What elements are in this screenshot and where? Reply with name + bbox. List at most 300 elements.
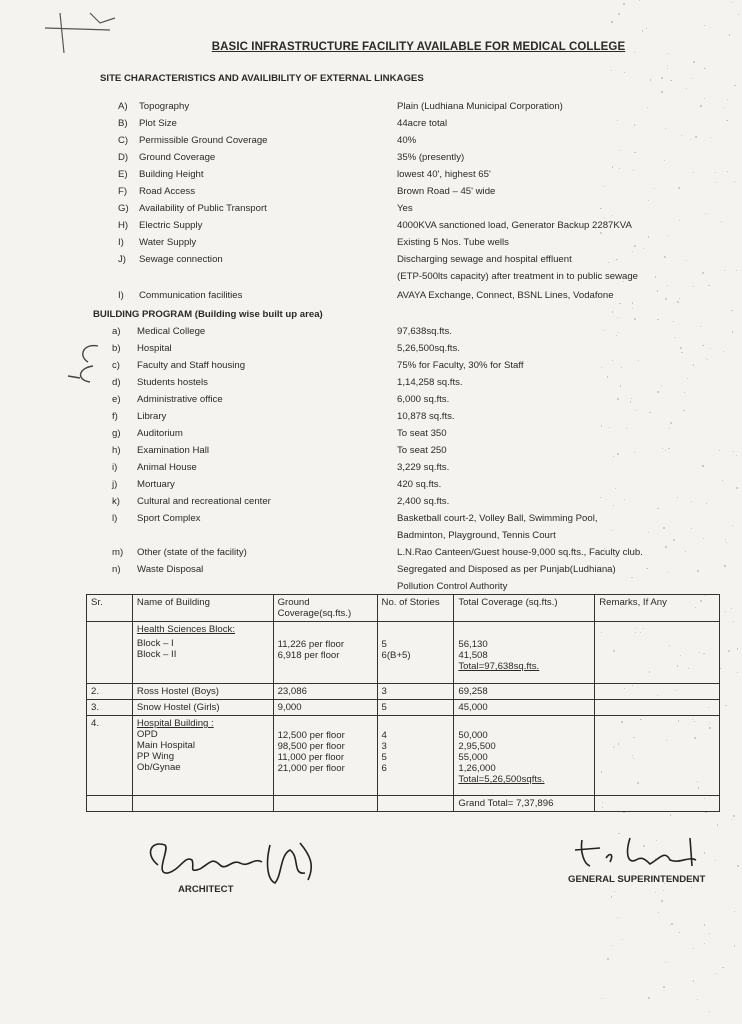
block-title: Hospital Building :	[136, 718, 214, 729]
line-total: 41,508	[458, 650, 488, 661]
item-name: Other (state of the facility)	[137, 547, 247, 558]
scan-speck	[622, 939, 623, 940]
line-name: OPD	[136, 729, 158, 740]
item-value: Yes	[397, 203, 413, 214]
scan-speck	[630, 401, 632, 403]
scan-speck	[704, 98, 705, 99]
scan-speck	[646, 568, 647, 569]
scan-speck	[667, 285, 668, 286]
scan-speck	[691, 501, 692, 502]
scan-speck	[657, 290, 659, 292]
scan-speck	[693, 980, 695, 982]
scan-speck	[691, 78, 692, 79]
line-name: Main Hospital	[136, 740, 196, 751]
item-label: d)	[112, 377, 121, 388]
scan-speck	[655, 892, 657, 894]
item-value: 10,878 sq.fts.	[397, 411, 455, 422]
scan-speck	[662, 448, 663, 449]
scan-speck	[707, 359, 708, 360]
item-value: Discharging sewage and hospital effluent	[397, 254, 572, 265]
scan-speck	[679, 932, 680, 933]
header-name: Name of Building	[132, 595, 273, 622]
scan-speck	[738, 14, 739, 15]
scan-speck	[664, 256, 666, 258]
item-name: Mortuary	[137, 479, 175, 490]
scan-speck	[708, 285, 710, 287]
cell-total	[454, 716, 595, 796]
scan-speck	[731, 2, 732, 3]
scan-speck	[626, 428, 627, 429]
item-value: 40%	[397, 135, 417, 146]
line-ground: 11,000 per floor	[277, 752, 345, 763]
scan-speck	[668, 53, 669, 54]
scan-speck	[635, 410, 636, 411]
cell-stories: 5	[377, 700, 454, 716]
scan-speck	[704, 943, 705, 944]
scan-speck	[695, 136, 697, 138]
scan-speck	[634, 245, 636, 247]
item-name: Plot Size	[139, 118, 177, 129]
scan-speck	[725, 611, 726, 612]
item-label: I)	[118, 237, 124, 248]
cell-remarks	[595, 622, 720, 684]
scan-speck	[603, 330, 604, 331]
scan-speck	[686, 88, 687, 89]
scan-speck	[634, 124, 635, 125]
item-label: c)	[112, 360, 120, 371]
scan-speck	[693, 948, 694, 949]
scan-speck	[609, 427, 610, 428]
superintendent-label: GENERAL SUPERINTENDENT	[568, 874, 706, 885]
item-name: Cultural and recreational center	[137, 496, 271, 507]
scan-speck	[704, 924, 706, 926]
cell-total: 69,258	[454, 684, 595, 700]
scan-speck	[614, 891, 615, 892]
item-name: Electric Supply	[139, 220, 203, 231]
scan-speck	[732, 525, 733, 526]
line-stories: 5	[381, 639, 387, 650]
item-label: B)	[118, 118, 128, 129]
scan-speck	[733, 621, 734, 622]
scan-speck	[658, 912, 659, 913]
scan-speck	[607, 376, 608, 377]
item-label: m)	[112, 547, 124, 558]
site-section-heading: SITE CHARACTERISTICS AND AVAILIBILITY OF EXTERNAL LINKAGES	[100, 73, 424, 84]
scan-speck	[633, 170, 634, 171]
scan-speck	[603, 186, 604, 187]
block-total: Total=5,26,500sqfts.	[458, 774, 545, 785]
block-total: Total=97,638sq.fts.	[458, 661, 540, 672]
scan-speck	[617, 120, 618, 121]
scan-speck	[618, 332, 619, 333]
cell-remarks	[595, 700, 720, 716]
scan-speck	[600, 497, 601, 498]
header-ground: Ground Coverage(sq.fts.)	[273, 595, 377, 622]
scan-speck	[734, 181, 735, 182]
item-value: Plain (Ludhiana Municipal Corporation)	[397, 101, 563, 112]
scan-speck	[612, 311, 613, 312]
scan-speck	[669, 452, 670, 453]
item-value: To seat 350	[397, 428, 447, 439]
scan-speck	[737, 648, 739, 650]
scan-speck	[704, 25, 705, 26]
item-label: g)	[112, 428, 121, 439]
line-total: 2,95,500	[458, 741, 496, 752]
scan-speck	[686, 260, 687, 261]
scan-speck	[611, 945, 612, 946]
item-label: C)	[118, 135, 129, 146]
scan-speck	[638, 360, 639, 361]
scan-speck	[729, 34, 731, 36]
item-name: Road Access	[139, 186, 195, 197]
scan-speck	[677, 497, 678, 498]
scan-speck	[661, 91, 663, 93]
item-value: AVAYA Exchange, Connect, BSNL Lines, Vodafone	[397, 290, 614, 301]
scan-speck	[665, 128, 667, 130]
scan-speck	[624, 499, 625, 500]
line-name: Ob/Gynae	[136, 762, 181, 773]
scan-speck	[722, 480, 723, 481]
header-remarks: Remarks, If Any	[595, 595, 720, 622]
item-value: 5,26,500sq.fts.	[397, 343, 460, 354]
scan-speck	[727, 171, 728, 172]
hand-mark	[58, 338, 128, 388]
grand-total-row	[87, 796, 720, 812]
scan-speck	[611, 896, 612, 897]
table-row	[87, 684, 720, 700]
item-name: Building Height	[139, 169, 204, 180]
item-value: 44acre total	[397, 118, 448, 129]
scan-speck	[697, 570, 699, 572]
scan-speck	[684, 392, 685, 393]
scan-speck	[631, 398, 632, 399]
scan-speck	[649, 412, 651, 414]
scan-speck	[681, 352, 682, 353]
table-row	[87, 700, 720, 716]
item-value: 3,229 sq.fts.	[397, 462, 450, 473]
scan-speck	[702, 345, 704, 347]
scan-speck	[717, 824, 719, 826]
line-total: 55,000	[458, 752, 488, 763]
scan-speck	[632, 251, 633, 252]
line-stories: 3	[381, 741, 387, 752]
scan-speck	[704, 68, 705, 69]
table-header-row	[87, 595, 720, 622]
scan-speck	[612, 166, 613, 167]
cell-sr: 2.	[87, 684, 133, 700]
scan-speck	[700, 105, 701, 106]
cell-total: 45,000	[454, 700, 595, 716]
scan-speck	[693, 364, 695, 366]
scan-speck	[663, 986, 665, 988]
scan-speck	[617, 453, 619, 455]
scan-speck	[613, 456, 614, 457]
item-value: 1,14,258 sq.fts.	[397, 377, 463, 388]
item-label: F)	[118, 186, 128, 197]
item-label: D)	[118, 152, 129, 163]
scan-speck	[670, 422, 672, 424]
item-label: E)	[118, 169, 128, 180]
line-total: 1,26,000	[458, 763, 496, 774]
item-label: I)	[118, 290, 124, 301]
item-name: Faculty and Staff housing	[137, 360, 246, 371]
scan-speck	[724, 270, 725, 271]
building-table	[86, 594, 720, 812]
scan-speck	[697, 999, 698, 1000]
scan-speck	[639, 0, 640, 1]
scan-speck	[726, 120, 728, 122]
scan-speck	[716, 973, 717, 974]
item-label: n)	[112, 564, 121, 575]
scan-speck	[623, 812, 624, 813]
scan-speck	[665, 298, 667, 300]
scan-speck	[726, 542, 727, 543]
line-name: PP Wing	[136, 751, 175, 762]
scan-speck	[724, 107, 725, 108]
scan-speck	[612, 215, 613, 216]
cell-stories	[377, 622, 454, 684]
scan-speck	[664, 160, 665, 161]
cell-ground	[273, 622, 377, 684]
scan-speck	[690, 139, 691, 140]
scan-speck	[731, 608, 732, 609]
line-total: 56,130	[458, 639, 488, 650]
scan-speck	[620, 150, 621, 151]
scan-speck	[668, 235, 669, 236]
scan-speck	[648, 200, 649, 201]
scan-speck	[617, 317, 618, 318]
item-label: a)	[112, 326, 121, 337]
scan-speck	[721, 221, 722, 222]
scan-speck	[655, 276, 656, 277]
scan-speck	[621, 367, 622, 368]
scan-speck	[673, 539, 675, 541]
scan-speck	[734, 945, 736, 947]
scan-speck	[616, 335, 617, 336]
line-stories: 4	[381, 730, 387, 741]
scan-speck	[667, 65, 668, 66]
item-value: Badminton, Playground, Tennis Court	[397, 530, 556, 541]
item-value: 97,638sq.fts.	[397, 326, 452, 337]
scan-speck	[671, 923, 673, 925]
architect-signature	[140, 835, 330, 890]
scan-speck	[642, 30, 643, 31]
item-name: Students hostels	[137, 377, 208, 388]
item-value: To seat 250	[397, 445, 447, 456]
scan-speck	[663, 527, 665, 529]
scan-speck	[693, 172, 694, 173]
scan-speck	[705, 812, 707, 814]
item-name: Sewage connection	[139, 254, 223, 265]
grand-total: Grand Total= 7,37,896	[454, 796, 595, 812]
item-name: Administrative office	[137, 394, 223, 405]
architect-label: ARCHITECT	[178, 884, 234, 895]
scan-speck	[616, 259, 617, 260]
item-label: J)	[118, 254, 126, 265]
scan-speck	[685, 551, 686, 552]
scan-speck	[665, 962, 667, 964]
item-value: Segregated and Disposed as per Punjab(Ludhiana)	[397, 564, 616, 575]
scan-speck	[661, 385, 662, 386]
scan-speck	[719, 450, 720, 451]
item-name: Permissible Ground Coverage	[139, 135, 268, 146]
item-label: e)	[112, 394, 121, 405]
scan-speck	[648, 997, 650, 999]
item-value: Pollution Control Authority	[397, 581, 508, 592]
item-value: Basketball court-2, Volley Ball, Swimming Pool,	[397, 513, 598, 524]
scan-speck	[723, 351, 724, 352]
scan-speck	[612, 530, 613, 531]
cell-stories	[377, 716, 454, 796]
scan-speck	[620, 385, 622, 387]
item-value: L.N.Rao Canteen/Guest house-9,000 sq.fts., Faculty club.	[397, 547, 643, 558]
cell-name	[132, 716, 273, 796]
item-label: f)	[112, 411, 118, 422]
scan-speck	[669, 925, 671, 927]
scan-speck	[634, 452, 635, 453]
scan-speck	[643, 248, 644, 249]
line-ground: 11,226 per floor	[277, 639, 345, 650]
scan-speck	[678, 187, 680, 189]
cell-ground	[273, 716, 377, 796]
scan-speck	[725, 705, 727, 707]
header-stories: No. of Stories	[377, 595, 454, 622]
scan-speck	[680, 347, 682, 349]
line-ground: 98,500 per floor	[277, 741, 345, 752]
line-name: Block – I	[136, 638, 174, 649]
scan-speck	[710, 348, 711, 349]
scan-speck	[673, 321, 674, 322]
item-value: lowest 40', highest 65'	[397, 169, 491, 180]
scan-speck	[679, 298, 680, 299]
line-ground: 21,000 per floor	[277, 763, 345, 774]
cell-stories: 3	[377, 684, 454, 700]
item-value: 75% for Faculty, 30% for Staff	[397, 360, 524, 371]
scan-speck	[661, 77, 663, 79]
scan-speck	[710, 137, 711, 138]
scan-speck	[732, 331, 733, 332]
scan-speck	[668, 448, 670, 450]
scan-speck	[670, 814, 671, 815]
scan-speck	[657, 391, 659, 393]
cell-name: Snow Hostel (Girls)	[132, 700, 273, 716]
scan-speck	[668, 572, 669, 573]
scan-speck	[715, 172, 716, 173]
scan-speck	[703, 538, 704, 539]
scan-speck	[665, 546, 667, 548]
line-stories: 5	[381, 752, 387, 763]
scan-speck	[617, 917, 619, 919]
scan-speck	[661, 900, 663, 902]
scan-speck	[736, 487, 738, 489]
item-value: 420 sq.fts.	[397, 479, 442, 490]
scan-speck	[693, 286, 694, 287]
scan-speck	[608, 262, 609, 263]
scan-speck	[683, 410, 685, 412]
superintendent-signature	[570, 830, 720, 875]
scan-speck	[736, 455, 737, 456]
scan-speck	[648, 532, 649, 533]
item-name: Sport Complex	[137, 513, 201, 524]
scan-speck	[607, 958, 609, 960]
scan-speck	[737, 865, 739, 867]
scan-speck	[731, 310, 733, 312]
scan-speck	[734, 85, 736, 87]
scan-speck	[650, 79, 652, 81]
scan-speck	[706, 503, 707, 504]
item-label: i)	[112, 462, 118, 473]
scan-speck	[681, 135, 683, 137]
item-name: Topography	[139, 101, 190, 112]
scan-speck	[737, 672, 738, 673]
scan-speck	[670, 80, 671, 81]
item-label: A)	[118, 101, 128, 112]
cell-ground: 9,000	[273, 700, 377, 716]
item-name: Availability of Public Transport	[139, 203, 267, 214]
cell-sr	[87, 622, 133, 684]
item-name: Ground Coverage	[139, 152, 216, 163]
scan-speck	[702, 272, 704, 274]
scan-speck	[727, 99, 728, 100]
scan-speck	[647, 107, 649, 109]
scan-speck	[731, 819, 732, 820]
item-name: Waste Disposal	[137, 564, 204, 575]
header-total: Total Coverage (sq.fts.)	[454, 595, 595, 622]
line-stories: 6(B+5)	[381, 650, 411, 661]
scan-speck	[611, 21, 612, 22]
cell-total	[454, 622, 595, 684]
scan-speck	[646, 28, 647, 29]
scan-speck	[724, 565, 725, 566]
cell-name	[132, 622, 273, 684]
cell-remarks	[595, 684, 720, 700]
item-label: k)	[112, 496, 120, 507]
item-name: Examination Hall	[137, 445, 209, 456]
scan-speck	[657, 319, 659, 321]
scan-speck	[634, 152, 635, 153]
scan-speck	[691, 887, 692, 888]
cell-remarks	[595, 716, 720, 796]
scan-speck	[691, 528, 692, 529]
scan-speck	[631, 577, 632, 578]
scan-speck	[728, 650, 730, 652]
scan-speck	[612, 360, 613, 361]
scan-speck	[677, 301, 679, 303]
table-row	[87, 622, 720, 684]
building-section-heading: BUILDING PROGRAM (Building wise built up area)	[93, 309, 323, 320]
scan-speck	[624, 72, 625, 73]
line-ground: 12,500 per floor	[277, 730, 345, 741]
line-ground: 6,918 per floor	[277, 650, 340, 661]
scan-speck	[617, 398, 619, 400]
table-row	[87, 716, 720, 796]
item-name: Medical College	[137, 326, 206, 337]
scan-speck	[687, 378, 688, 379]
scan-speck	[733, 451, 734, 452]
item-value: 35% (presently)	[397, 152, 465, 163]
scan-speck	[657, 508, 659, 510]
scan-speck	[632, 308, 633, 309]
scan-speck	[632, 302, 634, 304]
item-value: 4000KVA sanctioned load, Generator Backup 2287KVA	[397, 220, 632, 231]
block-title: Health Sciences Block:	[136, 624, 236, 635]
scan-speck	[634, 318, 636, 320]
header-sr: Sr.	[87, 595, 133, 622]
scan-speck	[679, 220, 680, 221]
scan-speck	[648, 236, 650, 238]
scan-speck	[601, 998, 602, 999]
item-name: Auditorium	[137, 428, 183, 439]
